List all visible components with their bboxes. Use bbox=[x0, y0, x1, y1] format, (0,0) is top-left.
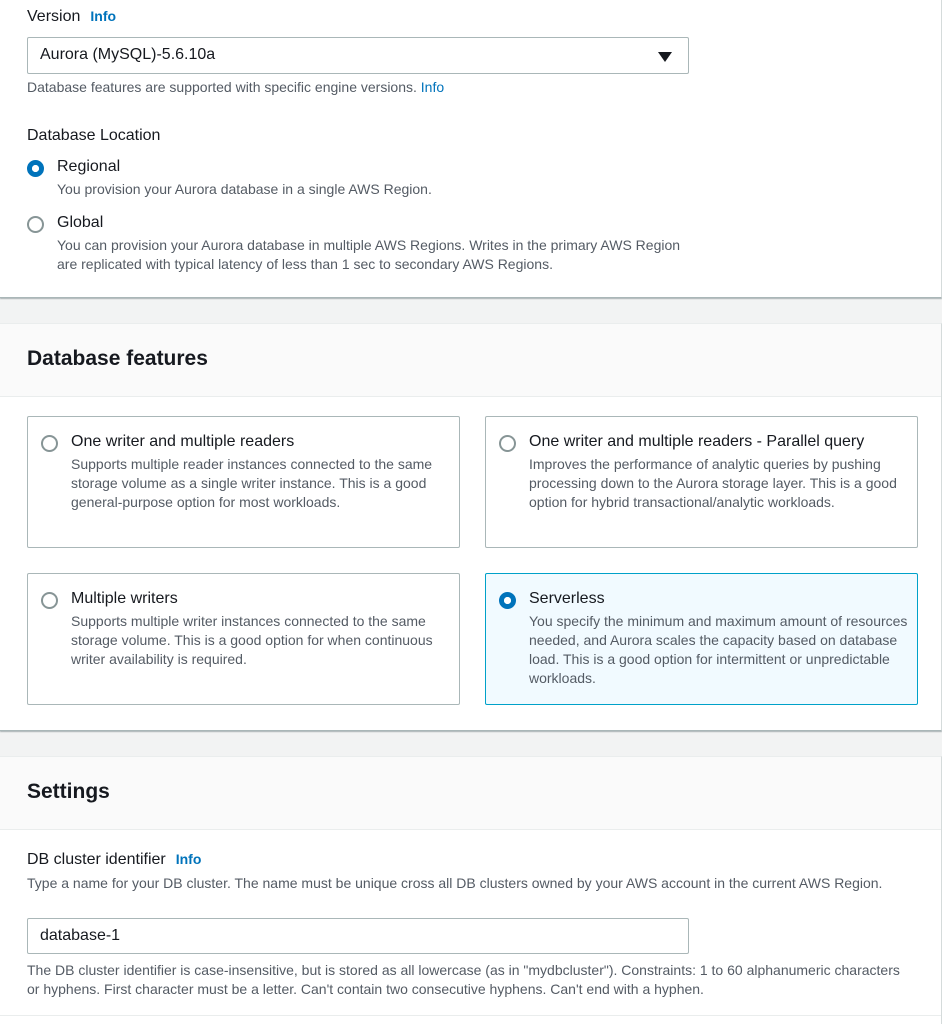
database-features-panel bbox=[0, 323, 942, 731]
divider bbox=[0, 1015, 941, 1016]
cluster-id-description: Type a name for your DB cluster. The name must be unique cross all DB clusters owned by your AWS account in the current AWS Region. bbox=[27, 875, 883, 891]
version-help-text bbox=[27, 78, 444, 97]
regional-description: You provision your Aurora database in a single AWS Region. bbox=[57, 181, 432, 197]
feature-radio[interactable] bbox=[41, 435, 58, 452]
version-info-link[interactable]: Info bbox=[90, 8, 117, 24]
feature-tile-label: Serverless bbox=[529, 590, 605, 607]
feature-tile-description: Improves the performance of analytic queries by pushing processing down to the Aurora storage layer. This is a good option for hybrid transactional/analytic workloads. bbox=[529, 456, 897, 510]
feature-tile-label: One writer and multiple readers bbox=[71, 433, 295, 450]
location-option-regional[interactable] bbox=[27, 158, 667, 202]
global-label: Global bbox=[57, 214, 104, 231]
cluster-id-label-row bbox=[27, 851, 201, 869]
version-select[interactable] bbox=[27, 37, 689, 74]
feature-radio[interactable] bbox=[499, 435, 516, 452]
version-label-row bbox=[27, 8, 116, 26]
settings-title: Settings bbox=[27, 780, 110, 803]
database-features-title: Database features bbox=[27, 347, 208, 370]
global-radio[interactable] bbox=[27, 216, 44, 233]
settings-header bbox=[0, 757, 941, 830]
location-option-global[interactable] bbox=[27, 214, 687, 276]
cluster-id-label: DB cluster identifier bbox=[27, 851, 166, 868]
feature-tile-parallel-query[interactable] bbox=[485, 416, 918, 548]
version-help-info-link[interactable]: Info bbox=[420, 79, 445, 95]
feature-radio[interactable] bbox=[41, 592, 58, 609]
cluster-id-info-link[interactable]: Info bbox=[175, 851, 202, 867]
feature-tile-description: You specify the minimum and maximum amount of resources needed, and Aurora scales the capacity based on database load. This is a good option for intermittent or unpredictable workloads. bbox=[529, 613, 908, 686]
version-select-value: Aurora (MySQL)-5.6.10a bbox=[40, 46, 216, 63]
database-location-label: Database Location bbox=[27, 127, 161, 144]
feature-tile-one-writer-multiple-readers[interactable] bbox=[27, 416, 460, 548]
feature-tile-label: One writer and multiple readers - Parallel query bbox=[529, 433, 865, 450]
version-help-text-body: Database features are supported with specific engine versions. bbox=[27, 79, 417, 95]
feature-tile-description: Supports multiple reader instances connected to the same storage volume as a single writer instance. This is a good general-purpose option for most workloads. bbox=[71, 456, 433, 510]
feature-tile-multiple-writers[interactable] bbox=[27, 573, 460, 705]
version-label: Version bbox=[27, 8, 81, 25]
feature-tile-label: Multiple writers bbox=[71, 590, 178, 607]
database-features-header bbox=[0, 324, 941, 397]
feature-tile-serverless[interactable] bbox=[485, 573, 918, 705]
caret-down-icon bbox=[658, 52, 672, 62]
engine-options-panel bbox=[0, 0, 942, 298]
global-description: You can provision your Aurora database in multiple AWS Regions. Writes in the primary AWS Region are replicated with typical latency of less than 1 sec to secondary AWS Regions. bbox=[57, 237, 681, 272]
settings-panel bbox=[0, 756, 942, 1024]
regional-radio[interactable] bbox=[27, 160, 44, 177]
feature-tile-description: Supports multiple writer instances connected to the same storage volume. This is a good option for when continuous writer availability is required. bbox=[71, 613, 433, 667]
cluster-id-input[interactable] bbox=[27, 918, 689, 954]
regional-label: Regional bbox=[57, 158, 121, 175]
cluster-id-constraints: The DB cluster identifier is case-insensitive, but is stored as all lowercase (as in "mydbcluster"). Constraints: 1 to 60 alphanumeric characters or hyphens. First character must be a letter. Can't contain two consecutive hyphens. Can't end with a hyphen. bbox=[27, 962, 900, 997]
feature-radio[interactable] bbox=[499, 592, 516, 609]
